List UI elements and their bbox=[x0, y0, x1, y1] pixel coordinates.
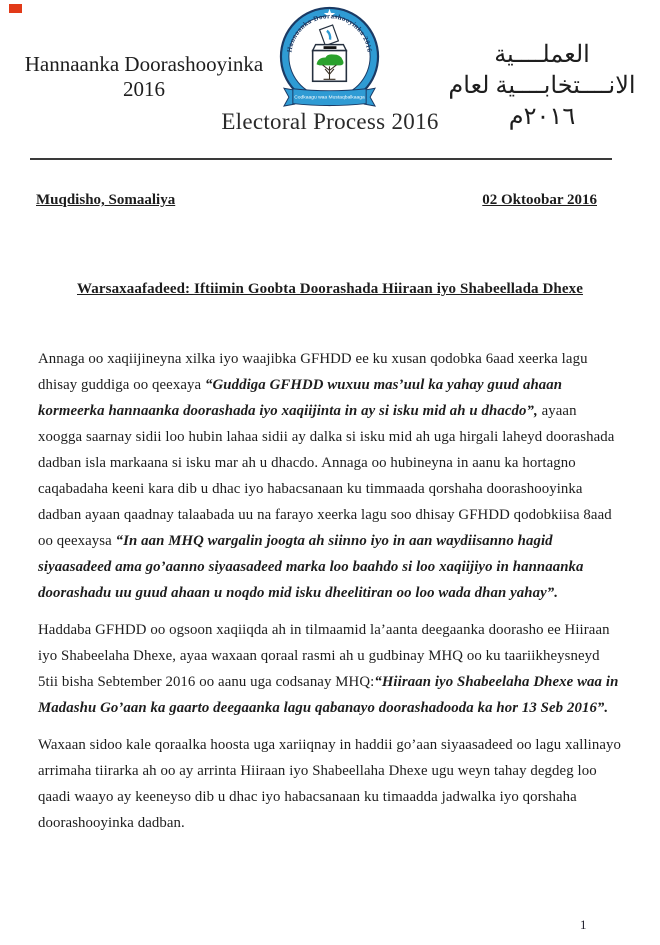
quoted-text-run: “In aan MHQ wargalin joogta ah siinno iyo in aan waydiisanno hagid siyaasadeed ama go’aanno siyaasadeed marka loo baahdo si loo xaqiijiyo in hannaanka doorashadu uu guud ahaan u noqdo mid isku dheelitiran oo loo wada dhan yahay”. bbox=[38, 533, 584, 601]
dateline bbox=[36, 192, 597, 209]
text-run: Haddaba GFHDD oo ogsoon xaqiiqda ah in tilmaamid la’aanta deegaanka doorasho ee Hiiraan iyo Shabeelaha Dhexe, ayaa waxaan qoraal rasmi ah u gudbinay MHQ oo ku taariikheysneyd 5tii bisha Sebtember 2016 oo aanu uga codsanay MHQ: bbox=[38, 622, 610, 690]
page-number: 1 bbox=[580, 917, 587, 932]
letterhead-title-somali-line1: Hannaanka Doorashooyinka bbox=[24, 52, 264, 76]
logo-arc-text: Hannaanka Doorashooyinka 2016 bbox=[286, 13, 373, 53]
letterhead-title-somali bbox=[2, 52, 286, 102]
logo-ribbon-text: Codkaagu waa Mustaqbalkaaga bbox=[294, 95, 365, 101]
dateline-date: 02 Oktoobar 2016 bbox=[482, 192, 597, 208]
dateline-place: Muqdisho, Somaaliya bbox=[36, 192, 176, 208]
text-run: ayaan xoogga saarnay sidii loo hubin lahaa sidii ay dalka si isku mid ah uga hirgali laheyd doorashada dadban isla markaana si isku mar ah u dhacdo. Annaga oo hubineyna in aanu ka hortagno caqabadaha keeni kara dib u dhac iyo habacsanaan ku timmaada qorshaha doorashooyinka dadban ayaan qaadnay talaabada uu na farayo xeerka lagu soo dhisay GFHDD qodobkiisa 8aad oo qeexaysa bbox=[38, 403, 615, 549]
logo-ribbon bbox=[284, 88, 375, 106]
quoted-text-run: “Guddiga GFHDD wuxuu mas’uul ka yahay guud ahaan kormeerka hannaanka doorashada iyo xaqiijinta in ay si isku mid ah u dhacdo”, bbox=[38, 377, 563, 419]
header-divider bbox=[30, 158, 612, 160]
press-release-title: Warsaxaafadeed: Iftiimin Goobta Doorashada Hiiraan iyo Shabeellada Dhexe bbox=[77, 281, 583, 297]
letterhead-title-arabic-line1: العملــــية الانــــتخابــــية لعام bbox=[448, 42, 636, 99]
letterhead-title-english: Electoral Process 2016 bbox=[221, 109, 439, 134]
quoted-text-run: “Hiiraan iyo Shabeelaha Dhexe waa in Madashu Go’aan ka gaarto deegaanka lagu qabanayo doorashadooda ka hor 13 Seb 2016”. bbox=[38, 674, 619, 716]
electoral-commission-logo bbox=[276, 5, 383, 110]
text-run: Waxaan sidoo kale qoraalka hoosta uga xariiqnay in haddii go’aan siyaasadeed oo lagu xallinayo arrimaha tiirarka ah oo ay arrinta Hiiraan iyo Shabeellaha Dhexe ugu weyn tahay degdeg loo qaadi waayo ay keeneyso dib u dhac iyo habacsanaan ku timaadda jadwalka iyo qorshaha doorashooyinka dadban. bbox=[38, 737, 622, 831]
letterhead-title-arabic-line2: ٢٠١٦م bbox=[508, 104, 576, 130]
paragraph bbox=[38, 617, 622, 721]
text-run: Annaga oo xaqiijineyna xilka iyo waajibka GFHDD ee ku xusan qodobka 6aad xeerka lagu dhisay guddiga oo qeexaya bbox=[38, 351, 588, 393]
scan-artifact-red-mark bbox=[9, 4, 22, 13]
paragraph bbox=[38, 732, 622, 836]
letterhead-title-somali-line2: 2016 bbox=[123, 77, 165, 101]
paragraph bbox=[38, 346, 622, 606]
ballot-box-slot bbox=[324, 46, 337, 49]
press-release-body bbox=[38, 346, 622, 847]
